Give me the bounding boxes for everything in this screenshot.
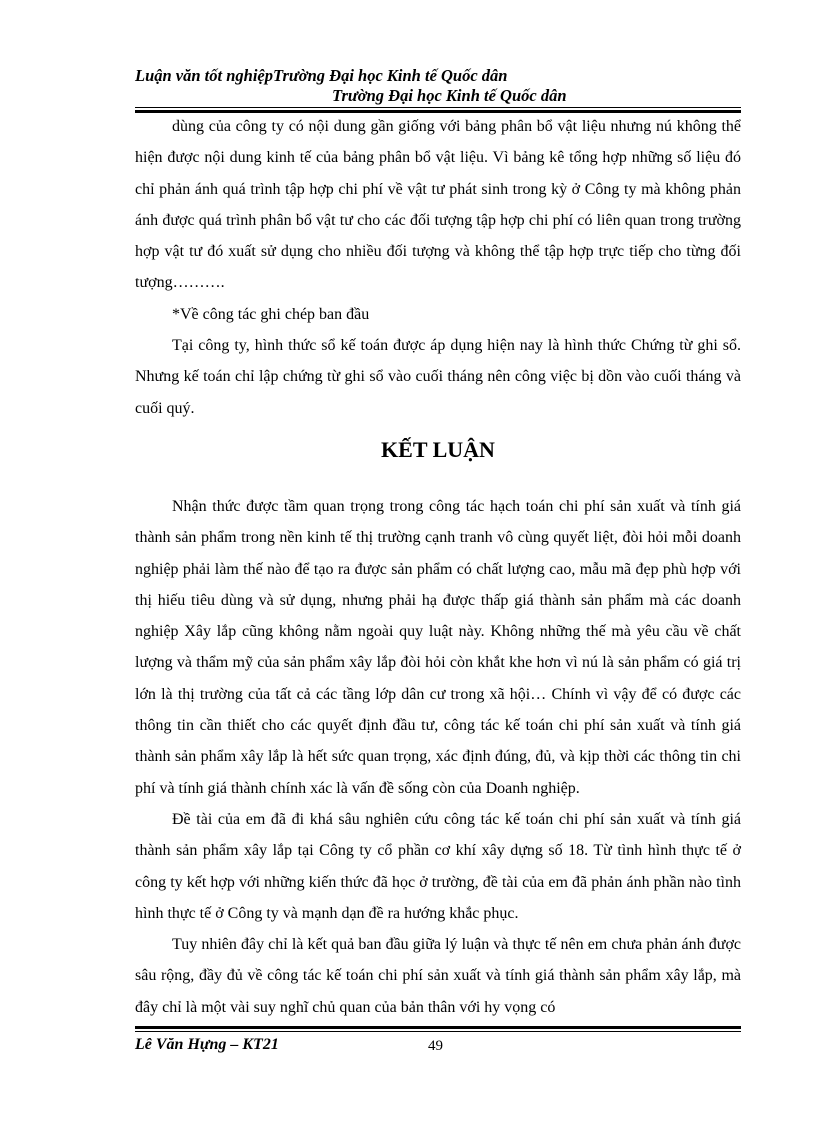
header-line-2: Trường Đại học Kinh tế Quốc dân (332, 86, 567, 105)
page-number: 49 (428, 1038, 443, 1054)
running-header (135, 66, 745, 106)
footer-author: Lê Văn Hựng – KT21 (135, 1036, 279, 1053)
paragraph-4: Nhận thức được tầm quan trọng trong công tác hạch toán chi phí sản xuất và tính giá thành sản phẩm trong nền kinh tế thị trường cạnh tranh vô cùng quyết liệt, đòi hỏi mỗi doanh nghiệp phải làm thế nào để tạo ra được sản phẩm có chất lượng cao, mẫu mã đẹp phù hợp với thị hiếu tiêu dùng và sử dụng, nhưng phải hạ được thấp giá thành sản phẩm mà các doanh nghiệp Xây lắp cũng không nằm ngoài quy luật này. Không những thế mà yêu cầu về chất lượng và thẩm mỹ của sản phẩm xây lắp đòi hỏi còn khắt khe hơn vì nú là sản phẩm có giá trị lớn là thị trường của tất cả các tầng lớp dân cư trong xã hội… Chính vì vậy để có được các thông tin cần thiết cho các quyết định đầu tư, công tác kế toán chi phí sản xuất và tính giá thành sản phẩm xây lắp là hết sức quan trọng, xác định đúng, đủ, và kịp thời các thông tin chi phí và tính giá thành chính xác là vấn đề sống còn của Doanh nghiệp. (135, 497, 741, 797)
footer-rule (135, 1026, 741, 1032)
header-line-1: Luận văn tốt nghiệpTrường Đại học Kinh tế Quốc dân (135, 66, 508, 85)
paragraph-5: Đề tài của em đã đi khá sâu nghiên cứu công tác kế toán chi phí sản xuất và tính giá thành sản phẩm xây lắp tại Công ty cổ phần cơ khí xây dựng số 18. Từ tình hình thực tế ở công ty kết hợp với những kiến thức đã học ở trường, đề tài của em đã phản ánh phần nào tình hình thực tế ở Công ty và mạnh dạn đề ra hướng khắc phục. (135, 810, 741, 922)
paragraph-6: Tuy nhiên đây chỉ là kết quả ban đầu giữa lý luận và thực tế nên em chưa phản ánh được sâu rộng, đầy đủ về công tác kế toán chi phí sản xuất và tính giá thành sản phẩm xây lắp, mà đây chỉ là một vài suy nghĩ chủ quan của bản thân với hy vọng có (135, 936, 741, 1016)
paragraph-3: Tại công ty, hình thức sổ kế toán được áp dụng hiện nay là hình thức Chứng từ ghi sổ. Nhưng kế toán chỉ lập chứng từ ghi sổ vào cuối tháng nên công việc bị dồn vào cuối tháng và cuối quý. (135, 337, 741, 417)
page-body (135, 111, 741, 1023)
section-title: KẾT LUẬN (381, 436, 495, 462)
paragraph-1: dùng của công ty có nội dung gần giống với bảng phân bổ vật liệu nhưng nú không thể hiện được nội dung kinh tế của bảng phân bổ vật liệu. Vì bảng kê tổng hợp những số liệu đó chỉ phản ánh quá trình tập hợp chi phí về vật tư phát sinh trong kỳ ở Công ty mà không phản ánh được quá trình phân bổ vật tư cho các đối tượng tập hợp chi phí có liên quan trong trường hợp vật tư đó xuất sử dụng cho nhiều đối tượng và không thể tập hợp trực tiếp cho từng đối tượng………. (135, 118, 741, 292)
paragraph-2: *Về công tác ghi chép ban đầu (172, 305, 370, 323)
